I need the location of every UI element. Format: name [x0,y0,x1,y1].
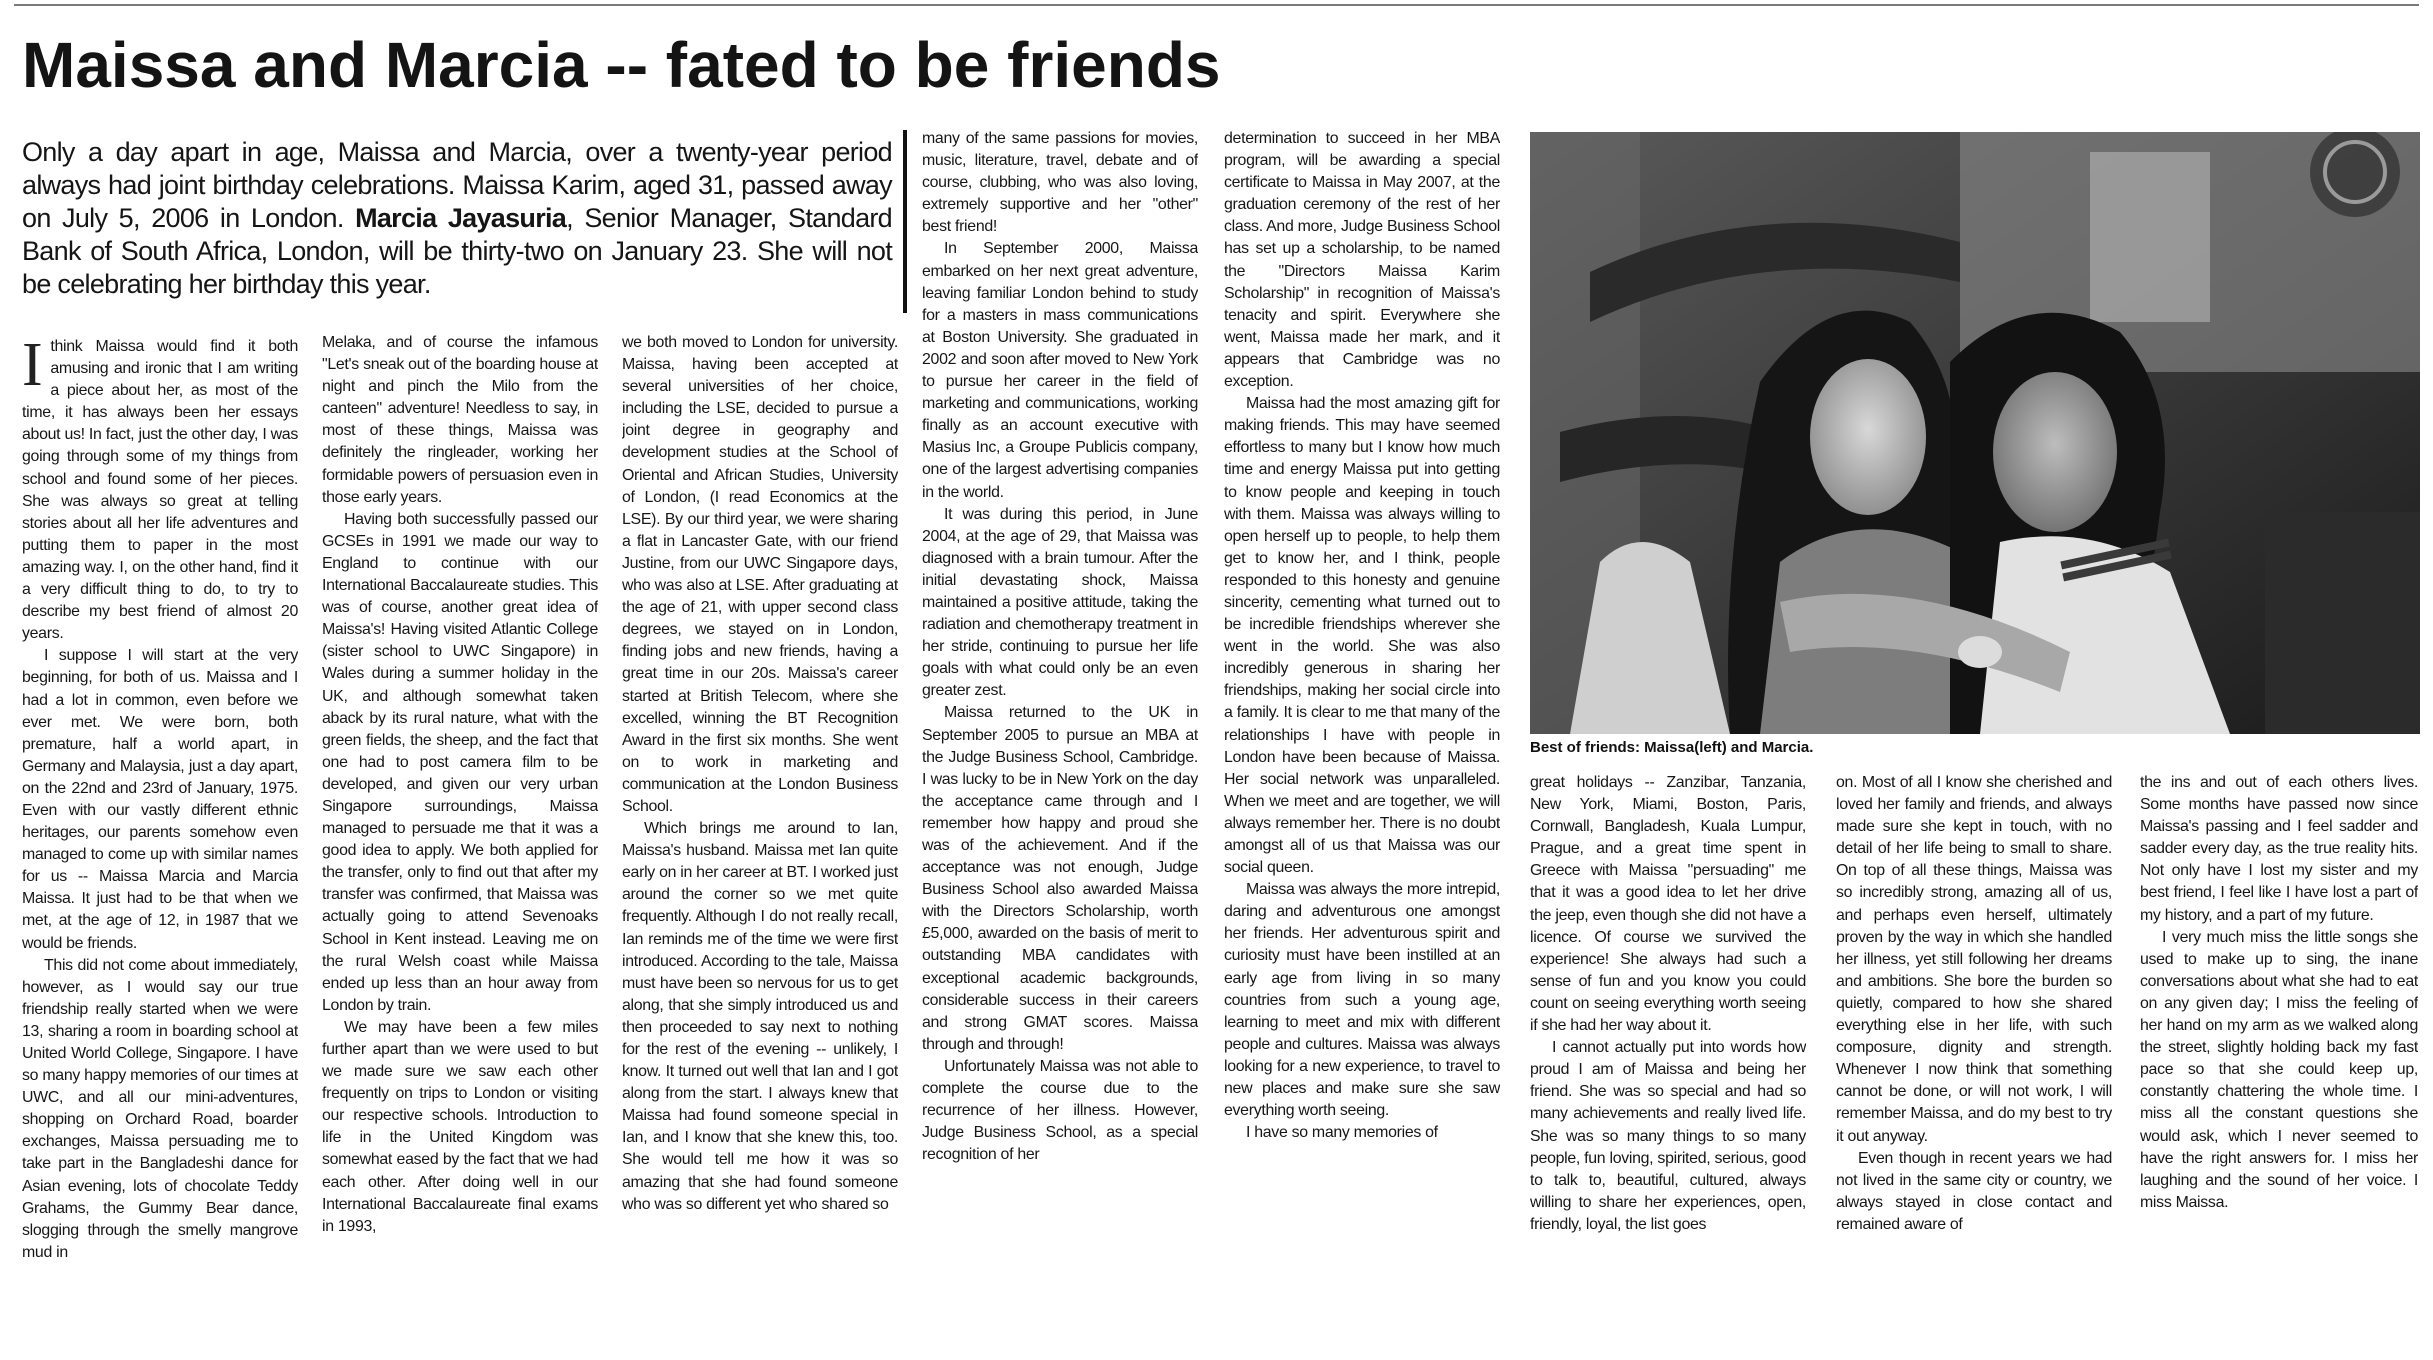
paragraph: Having both successfully passed our GCSEs in 1991 we made our way to England to continue with our International Baccalaureate studies. This was of course, another great idea of Maissa's! Having visited Atlantic College (sister school to UWC Singapore) in Wales during a summer holiday in the UK, and although somewhat taken aback by its rural nature, what with the green fields, the sheep, and the fact that one had to post camera film to be developed, and given our very urban Singapore surroundings, Maissa managed to persuade me that it was a good idea to apply. We both applied for the transfer, only to find out that after my transfer was confirmed, that Maissa was actually going to attend Sevenoaks School in Kent instead. Leaving me on the rural Welsh coast while Maissa ended up less than an hour away from London by train. [322,510,598,1014]
paragraph-text: think Maissa would find it both amusing and ironic that I am writing a piece about her, as most of the time, it has always been her essays about us! In fact, just the other day, I was going through some of my things from school and found some of her pieces. She was always so great at telling stories about all her life adventures and putting them to paper in the most amazing way. I, on the other hand, find it a very difficult thing to do, to try to describe my best friend of almost 20 years. [22,338,298,643]
article-column-7 [1836,772,2112,1346]
friends-photo [1530,132,2420,734]
paragraph [22,336,298,645]
article-column-1 [22,336,298,1346]
paragraph: Unfortunately Maissa was not able to complete the course due to the recurrence of her illness. However, Judge Business School, as a special recognition of her [922,1057,1198,1164]
article-column-5 [1224,128,1500,1346]
paragraph: This did not come about immediately, however, as I would say our true friendship really started when we were 13, sharing a room in boarding school at United World College, Singapore. I have so many happy memories of our times at UWC, and all our mini-adventures, shopping on Orchard Road, boarder exchanges, Maissa persuading me to take part in the Bangladeshi dance for Asian evening, lots of chocolate Teddy Grahams, the Gummy Bear dance, slogging through the smelly mangrove mud in [22,956,298,1261]
paragraph: many of the same passions for movies, music, literature, travel, debate and of course, clubbing, who was also loving, extremely supportive and her "other" best friend! [922,130,1198,236]
headline: Maissa and Marcia -- fated to be friends [22,29,1221,101]
article-column-8 [2140,772,2418,1346]
paragraph: Even though in recent years we had not lived in the same city or country, we always stayed in close contact and remained aware of [1836,1149,2112,1233]
standfirst-text-1: Only a day apart in age, Maissa and Marcia, over a twenty-year period always had joint birthday celebrations. Maissa Karim, aged 31, passed away on July 5, 2006 in London. [22,137,892,233]
paragraph: I suppose I will start at the very beginning, for both of us. Maissa and I had a lot in common, even before we ever met. We were born, both premature, half a world apart, in Germany and Malaysia, just a day apart, on the 22nd and 23rd of January, 1975. Even with our vastly different ethnic heritages, our parents somehow even managed to come up with similar names for us -- Maissa Marcia and Marcia Maissa. It just had to be that when we met, at the age of 12, in 1987 that we would be friends. [22,647,298,952]
paragraph: I cannot actually put into words how proud I am of Maissa and being her friend. She was so special and had so many achievements and really lived life. She was so many things to so many people, fun loving, spirited, serious, good to talk to, beautiful, cultured, always willing to share her experiences, open, friendly, loyal, the list goes [1530,1039,1806,1233]
paragraph: Melaka, and of course the infamous "Let's sneak out of the boarding house at night and pinch the Milo from the canteen" adventure! Needless to say, in most of these things, Maissa was definitely the ringleader, working her formidable powers of persuasion even in those early years. [322,334,598,506]
top-rule [14,4,2419,6]
paragraph: determination to succeed in her MBA program, will be awarding a special certificate to Maissa in May 2007, at the graduation ceremony of the rest of her class. And more, Judge Business School has set up a scholarship, to be named the "Directors Maissa Karim Scholarship" in recognition of Maissa's tenacity and spirit. Everywhere she went, Maissa made her mark, and it appears that Cambridge was no exception. [1224,130,1500,391]
paragraph: we both moved to London for university. Maissa, having been accepted at several universities of her choice, including the LSE, decided to pursue a joint degree in geography and development studies at the School of Oriental and African Studies, University of London, (I read Economics at the LSE). By our third year, we were sharing a flat in Lancaster Gate, with our friend Justine, from our UWC Singapore days, who was also at LSE. After graduating at the age of 21, with upper second class degrees, we stayed on in London, finding jobs and new friends, having a great time in our 20s. Maissa's career started at British Telecom, where she excelled, winning the BT Recognition Award in the first six months. She went on to work in marketing and communication at the London Business School. [622,334,898,815]
photo-caption: Best of friends: Maissa(left) and Marcia. [1530,739,1814,756]
article-column-4 [922,128,1198,1346]
paragraph: Maissa was always the more intrepid, daring and adventurous one amongst her friends. Her adventurous spirit and curiosity must have been instilled at an early age from living in so many countries from such a young age, learning to meet and mix with different people and cultures. Maissa was always looking for a new experience, to travel to new places and make sure she saw everything worth seeing. [1224,881,1500,1120]
paragraph: I have so many memories of [1246,1124,1438,1142]
paragraph: In September 2000, Maissa embarked on her next great adventure, leaving familiar London behind to study for a masters in mass communications at Boston University. She graduated in 2002 and soon after moved to New York to pursue her career in the field of marketing and communications, working finally as an account executive with Masius Inc, a Groupe Publicis company, one of the largest advertising companies in the world. [922,240,1198,501]
paragraph: great holidays -- Zanzibar, Tanzania, New York, Miami, Boston, Paris, Cornwall, Bangladesh, Kuala Lumpur, Prague, and a great time spent in Greece with Maissa "persuading" me that it was a good idea to let her drive the jeep, even though she did not have a licence. Of course we survived the experience! She always had such a sense of fun and you know you could count on seeing everything worth seeing if she had her way about it. [1530,774,1806,1035]
paragraph: Which brings me around to Ian, Maissa's husband. Maissa met Ian quite early on in her career at BT. I worked just around the corner so we met quite frequently. Although I do not really recall, Ian reminds me of the time we were first introduced. According to the tale, Maissa must have been so nervous for us to get along, that she simply introduced us and then proceeded to say next to nothing for the rest of the evening -- unlikely, I know. It turned out well that Ian and I got along from the start. I always knew that Maissa had found someone special in Ian, and I know that she knew this, too. She would tell me how it was so amazing that she had found someone who was so different yet who shared so [622,820,898,1213]
standfirst-bar [903,130,907,313]
paragraph: Maissa returned to the UK in September 2005 to pursue an MBA at the Judge Business School, Cambridge. I was lucky to be in New York on the day the acceptance came through and I remember how happy and proud she was of the achievement. And if the acceptance was not enough, Judge Business School also awarded Maissa with the Directors Scholarship, worth £5,000, awarded on the basis of merit to outstanding MBA candidates with exceptional academic backgrounds, considerable success in their careers and strong GMAT scores. Maissa through and through! [922,704,1198,1053]
drop-cap: I [22,336,43,399]
paragraph: It was during this period, in June 2004, at the age of 29, that Maissa was diagnosed with a brain tumour. After the initial devastating shock, Maissa maintained a positive attitude, taking the radiation and chemotherapy treatment in her stride, continuing to pursue her life goals with what could only be an even greater zest. [922,505,1198,700]
paragraph: on. Most of all I know she cherished and loved her family and friends, and always made sure she kept in touch, with no detail of her life being to small to share. On top of all these things, Maissa was so incredibly strong, amazing all of us, and perhaps even herself, ultimately proven by the way in which she handled her illness, yet still following her dreams and ambitions. She bore the burden so quietly, compared to how she shared everything else in her life, with such composure, dignity and strength. Whenever I now think that something cannot be done, or will not work, I will remember Maissa, and do my best to try it out anyway. [1836,774,2112,1145]
paragraph: I very much miss the little songs she used to make up to sing, the inane conversations about what she had to eat on any given day; I miss the feeling of her hand on my arm as we walked along the street, slightly holding back my fast pace so that she could keep up, constantly chattering the whole time. I miss all the constant questions she would ask, which I never seemed to have the right answers for. I miss her laughing and the sound of her voice. I miss Maissa. [2140,928,2418,1211]
article-column-6 [1530,772,1806,1346]
author-name: Marcia Jayasuria [355,203,567,233]
paragraph: the ins and out of each others lives. Some months have passed now since Maissa's passing and I feel sadder and sadder every day, as the true reality hits. Not only have I lost my sister and my best friend, I feel like I have lost a part of my history, and a part of my future. [2140,774,2418,924]
article-column-3 [622,332,898,1346]
standfirst-text-2: , Senior Manager, Standard Bank of South Africa, London, will be thirty-two on January 23. She will not be celebrating her birthday this year. [22,203,893,299]
article-column-2 [322,332,598,1346]
standfirst [22,136,892,301]
paragraph: Maissa had the most amazing gift for making friends. This may have seemed effortless to many but I know how much time and energy Maissa put into getting to know people and keeping in touch with them. Maissa was always willing to open herself up to people, to help them get to know her, and I think, people responded to this honesty and genuine sincerity, cementing what turned out to be incredible friendships wherever she went in the world. She was also incredibly generous in sharing her friendships, making her social circle into a family. It is clear to me that many of the relationships I have with people in London have been because of Maissa. Her social network was unparalleled. When we meet and are together, we will always remember her. There is no doubt amongst all of us that Maissa was our social queen. [1224,395,1500,877]
paragraph: We may have been a few miles further apart than we were used to but we made sure we saw each other frequently on trips to London or visiting our respective schools. Introduction to life in the United Kingdom was somewhat eased by the fact that we had each other. After doing well in our International Baccalaureate final exams in 1993, [322,1018,598,1235]
